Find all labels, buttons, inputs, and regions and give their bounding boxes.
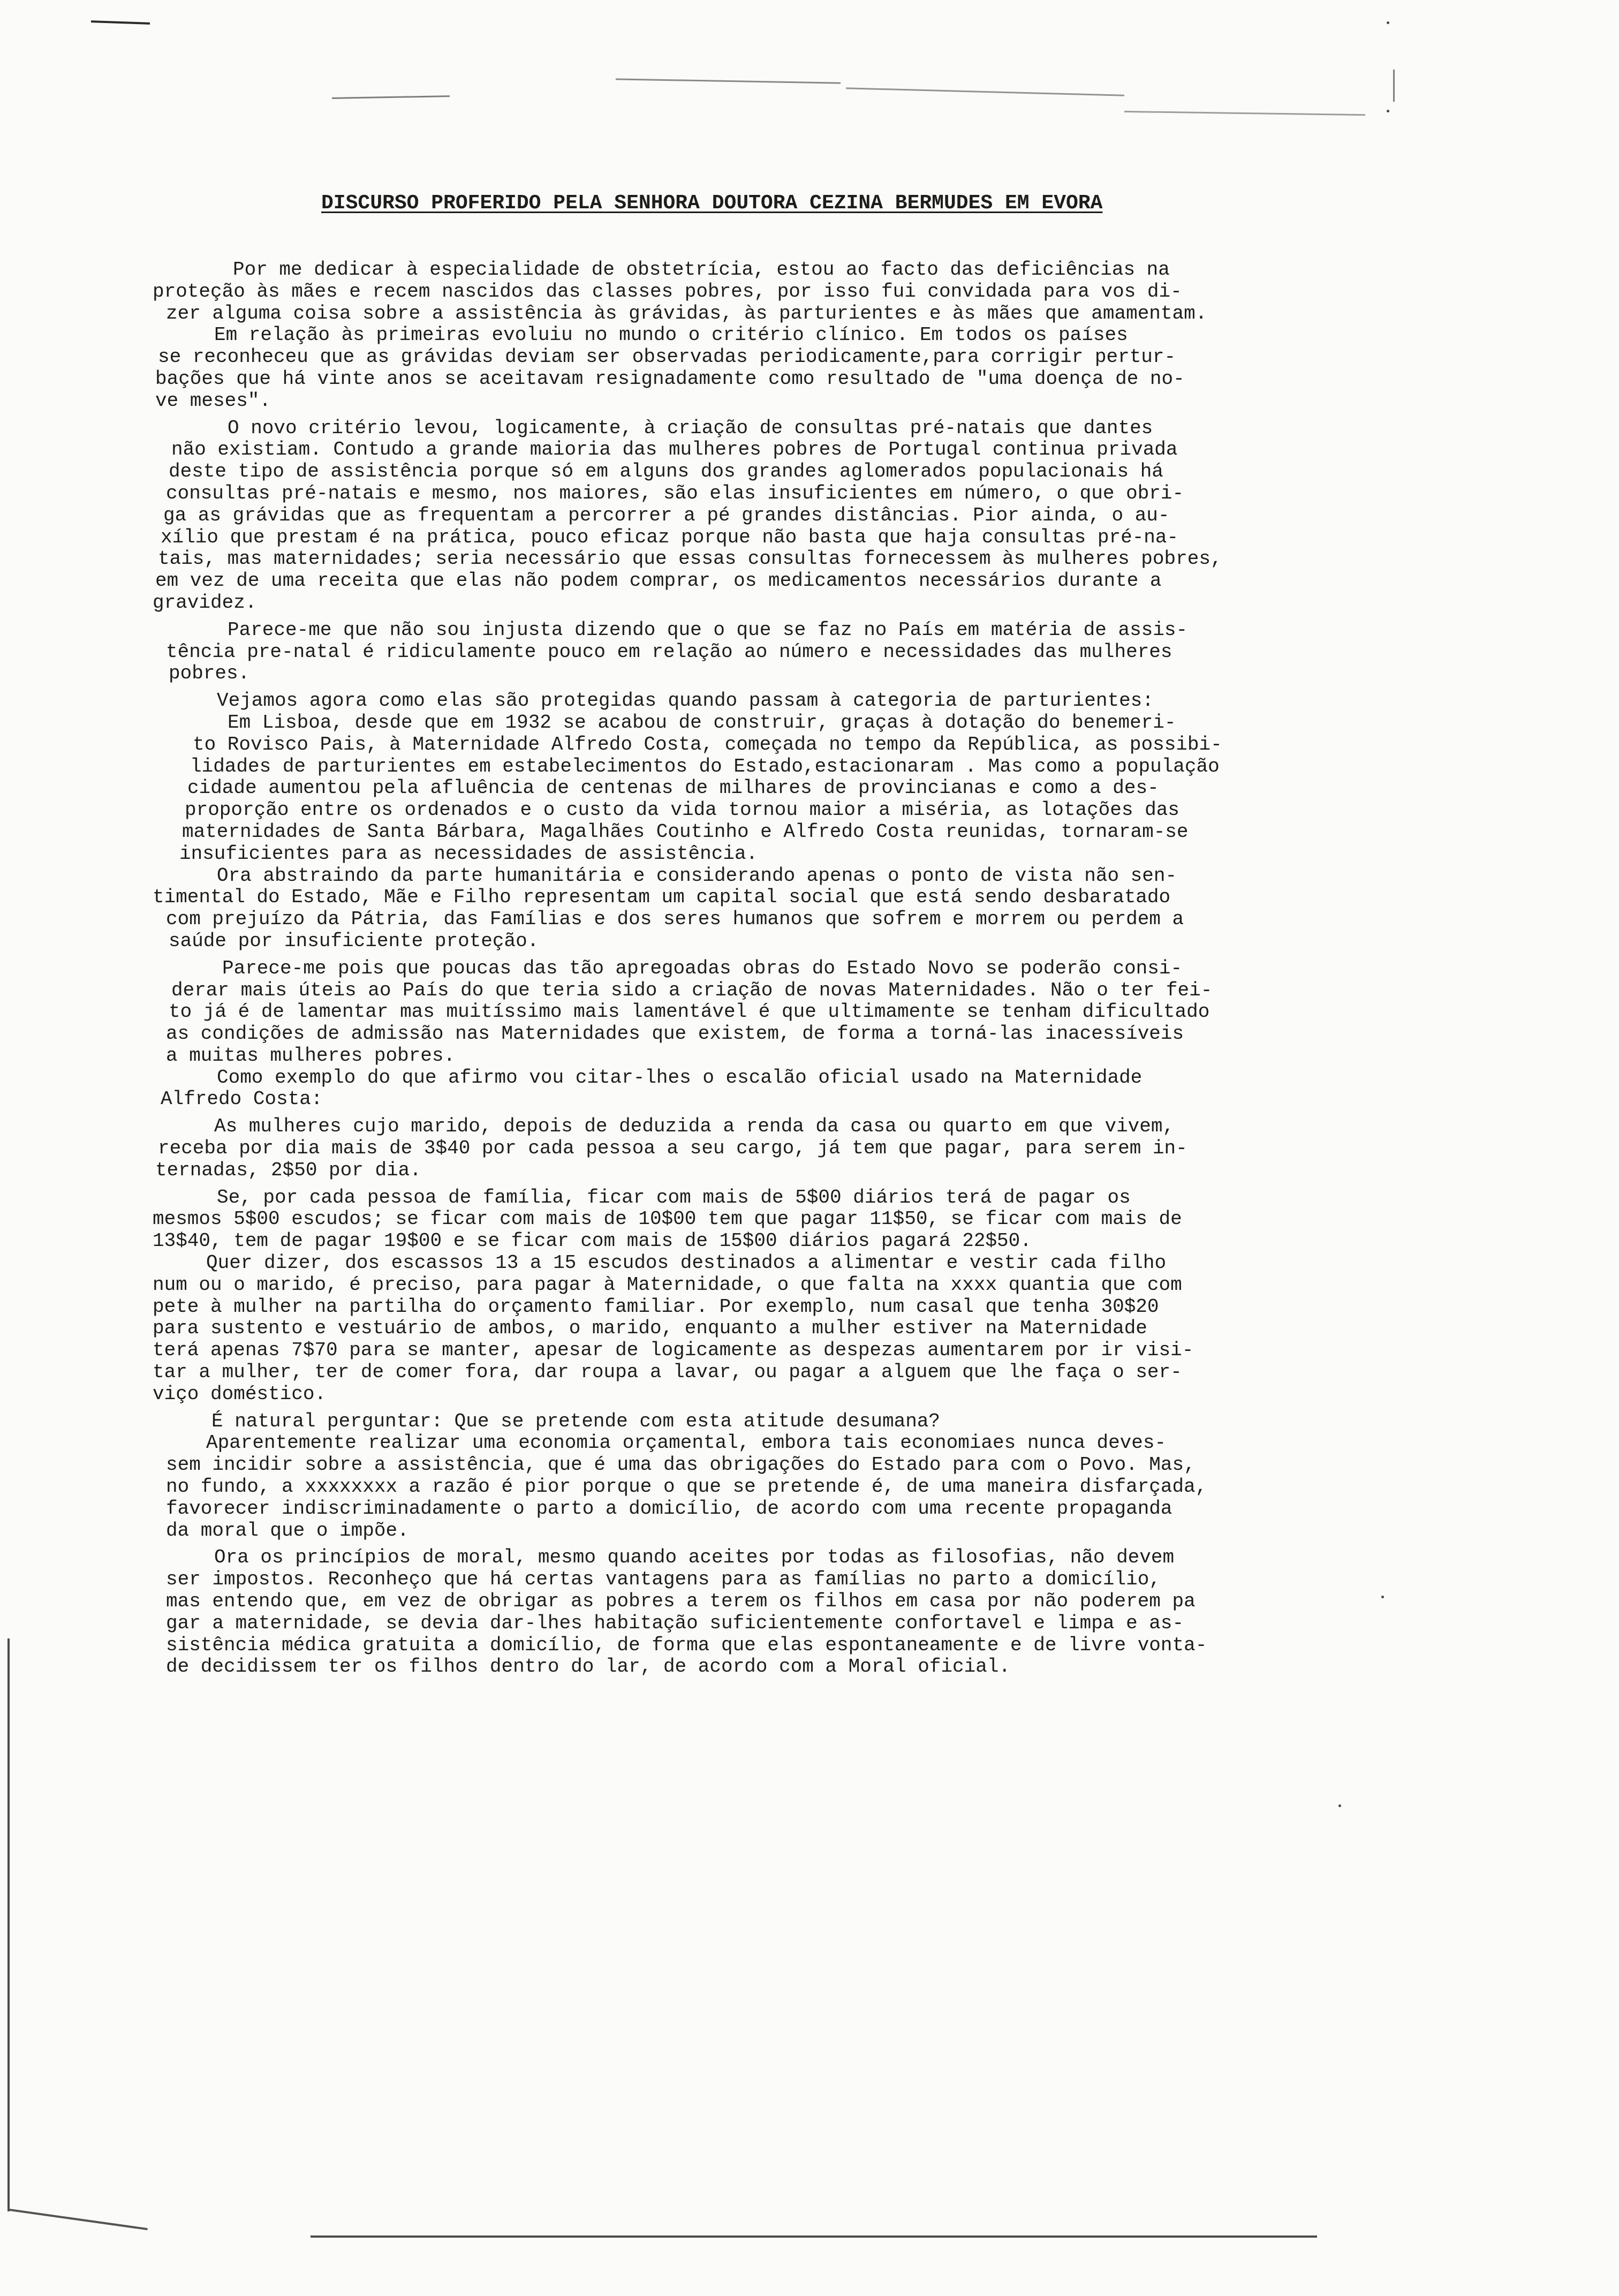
text-line: Parece-me pois que poucas das tão apregoadas obras do Estado Novo se poderão consi-	[222, 957, 1183, 979]
text-line: Aparentemente realizar uma economia orçamental, embora tais economiaes nunca deves-	[206, 1432, 1167, 1454]
text-line: num ou o marido, é preciso, para pagar à Maternidade, o que falta na xxxx quantia que com	[153, 1273, 1182, 1296]
text-line: com prejuízo da Pátria, das Famílias e dos seres humanos que sofrem e morrem ou perdem a	[166, 908, 1184, 931]
text-line: As mulheres cujo marido, depois de deduzida a renda da casa ou quarto em que vivem,	[214, 1115, 1175, 1138]
text-line: proteção às mães e recem nascidos das classes pobres, por isso fui convidada para vos di-	[153, 280, 1182, 303]
scan-speck-1	[1387, 21, 1389, 24]
text-line: 13$40, tem de pagar 19$00 e se ficar com mais de 15$00 diários pagará 22$50.	[153, 1230, 1032, 1252]
text-line: Alfredo Costa:	[161, 1088, 323, 1111]
text-line: Por me dedicar à especialidade de obstetrícia, estou ao facto das deficiências na	[233, 259, 1170, 281]
text-line: zer alguma coisa sobre a assistência às grávidas, às parturientes e às mães que amamentam.	[166, 302, 1207, 324]
document-body	[153, 259, 1384, 1678]
text-line: Vejamos agora como elas são protegidas quando passam à categoria de parturientes:	[217, 690, 1154, 712]
text-line: gar a maternidade, se devia dar-lhes habitação suficientemente confortavel e limpa e as-	[166, 1612, 1184, 1634]
scan-mark-top-4	[1124, 111, 1365, 116]
text-line: Se, por cada pessoa de família, ficar com mais de 5$00 diários terá de pagar os	[217, 1186, 1131, 1209]
scan-mark-top-2	[616, 78, 841, 84]
text-line: viço doméstico.	[153, 1383, 327, 1405]
text-line: timental do Estado, Mãe e Filho representam um capital social que está sendo desbaratado	[153, 886, 1171, 909]
scan-mark-top-3	[846, 87, 1124, 96]
text-line: Em Lisboa, desde que em 1932 se acabou de construir, graças à dotação do benemeri-	[228, 711, 1176, 734]
text-line: ve meses".	[155, 389, 271, 412]
text-line: em vez de uma receita que elas não podem comprar, os medicamentos necessários durante a	[155, 570, 1162, 592]
scan-mark-top-1	[332, 95, 450, 99]
text-line: gravidez.	[153, 591, 257, 614]
text-line: tais, mas maternidades; seria necessário que essas consultas fornecessem às mulheres pobres,	[158, 548, 1222, 570]
text-line: da moral que o impõe.	[166, 1519, 409, 1542]
text-line: sistência médica gratuita a domicílio, de forma que elas espontaneamente e de livre vonta-	[166, 1634, 1207, 1656]
text-line: pete à mulher na partilha do orçamento familiar. Por exemplo, num casal que tenha 30$20	[153, 1295, 1159, 1318]
text-line: Em relação às primeiras evoluiu no mundo o critério clínico. Em todos os países	[214, 324, 1128, 346]
text-line: derar mais úteis ao País do que teria sido a criação de novas Maternidades. Não o ter fei-	[171, 979, 1213, 1001]
text-line: no fundo, a xxxxxxxx a razão é pior porque o que se pretende é, de uma maneira disfarçada,	[166, 1476, 1207, 1498]
text-line: as condições de admissão nas Maternidades que existem, de forma a torná-las inacessíveis	[166, 1023, 1184, 1045]
scan-speck-4	[1338, 1804, 1341, 1807]
page-title: DISCURSO PROFERIDO PELA SENHORA DOUTORA CEZINA BERMUDES EM EVORA	[321, 192, 1103, 215]
text-line: ser impostos. Reconheço que há certas vantagens para as famílias no parto a domicílio,	[166, 1568, 1161, 1591]
text-line: O novo critério levou, logicamente, à criação de consultas pré-natais que dantes	[228, 417, 1153, 439]
text-line: receba por dia mais de 3$40 por cada pessoa a seu cargo, já tem que pagar, para serem in-	[158, 1137, 1187, 1160]
text-line: proporção entre os ordenados e o custo da vida tornou maior a miséria, as lotações das	[185, 799, 1179, 821]
text-line: to já é de lamentar mas muitíssimo mais lamentável é que ultimamente se tenham dificultado	[169, 1001, 1210, 1023]
text-line: to Rovisco Pais, à Maternidade Alfredo Costa, começada no tempo da República, as possibi-	[193, 733, 1222, 756]
text-line: Como exemplo do que afirmo vou citar-lhes o escalão oficial usado na Maternidade	[217, 1066, 1143, 1089]
text-line: maternidades de Santa Bárbara, Magalhães Coutinho e Alfredo Costa reunidas, tornaram-se	[182, 820, 1189, 843]
text-line: para sustento e vestuário de ambos, o marido, enquanto a mulher estiver na Maternidade	[153, 1317, 1147, 1340]
text-line: Quer dizer, dos escassos 13 a 15 escudos destinados a alimentar e vestir cada filho	[206, 1252, 1167, 1274]
text-line: de decidissem ter os filhos dentro do lar, de acordo com a Moral oficial.	[166, 1656, 1011, 1678]
text-line: bações que há vinte anos se aceitavam resignadamente como resultado de "uma doença de no-	[155, 367, 1185, 390]
scan-mark-right-edge	[1393, 70, 1395, 102]
text-line: Parece-me que não sou injusta dizendo que o que se faz no País em matéria de assis-	[228, 618, 1188, 641]
scan-mark-top-left	[91, 20, 150, 25]
text-line: xílio que prestam é na prática, pouco eficaz porque não basta que haja consultas pré-na-	[161, 526, 1179, 548]
text-line: sem incidir sobre a assistência, que é uma das obrigações do Estado para com o Povo. Mas,	[166, 1454, 1196, 1476]
text-line: Ora abstraindo da parte humanitária e considerando apenas o ponto de vista não sen-	[217, 864, 1177, 887]
text-line: pobres.	[169, 662, 250, 685]
text-line: ga as grávidas que as frequentam a percorrer a pé grandes distâncias. Pior ainda, o au-	[163, 504, 1170, 526]
text-line: a muitas mulheres pobres.	[166, 1044, 456, 1067]
text-line: não existiam. Contudo a grande maioria das mulheres pobres de Portugal continua privada	[171, 439, 1178, 461]
text-line: tência pre-natal é ridiculamente pouco em relação ao número e necessidades das mulheres	[166, 640, 1172, 663]
scan-mark-bottom	[311, 2235, 1317, 2238]
text-line: insuficientes para as necessidades de assistência.	[179, 842, 758, 865]
text-line: ternadas, 2$50 por dia.	[155, 1159, 421, 1181]
text-line: tar a mulher, ter de comer fora, dar roupa a lavar, ou pagar a alguem que lhe faça o ser-	[153, 1361, 1182, 1384]
scan-mark-bottom-left	[10, 2209, 148, 2230]
text-line: cidade aumentou pela afluência de centenas de milhares de provincianas e como a des-	[187, 777, 1159, 799]
scan-speck-2	[1387, 110, 1389, 112]
text-line: se reconheceu que as grávidas deviam ser observadas periodicamente,para corrigir pertur-	[158, 346, 1176, 368]
text-line: saúde por insuficiente proteção.	[169, 930, 539, 952]
text-line: favorecer indiscriminadamente o parto a domicílio, de acordo com uma recente propaganda	[166, 1497, 1172, 1520]
text-line: Ora os princípios de moral, mesmo quando aceites por todas as filosofias, não devem	[214, 1546, 1175, 1569]
text-line: mesmos 5$00 escudos; se ficar com mais de 10$00 tem que pagar 11$50, se ficar com mais de	[153, 1208, 1182, 1230]
text-line: terá apenas 7$70 para se manter, apesar de logicamente as despezas aumentarem por ir visi-	[153, 1339, 1194, 1362]
text-line: deste tipo de assistência porque só em alguns dos grandes aglomerados populacionais há	[169, 460, 1163, 483]
text-line: lidades de parturientes em estabelecimentos do Estado,estacionaram . Mas como a população	[190, 755, 1220, 777]
text-line: É natural perguntar: Que se pretende com esta atitude desumana?	[211, 1410, 941, 1432]
scan-mark-left-edge	[7, 1638, 10, 2211]
text-line: mas entendo que, em vez de obrigar as pobres a terem os filhos em casa por não poderem pa	[166, 1590, 1196, 1613]
text-line: consultas pré-natais e mesmo, nos maiores, são elas insuficientes em número, o que obri-	[166, 482, 1184, 504]
